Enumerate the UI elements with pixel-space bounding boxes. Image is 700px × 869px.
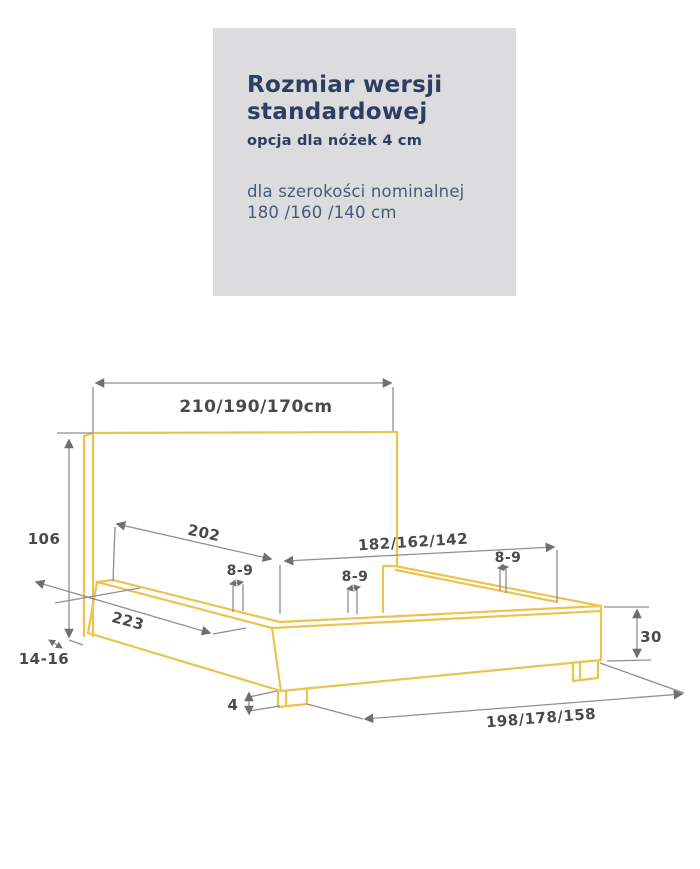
dimension-labels: [19, 397, 662, 731]
ext-line: [69, 640, 83, 645]
info-title-line2: standardowej: [247, 99, 428, 125]
construction-line: [55, 588, 140, 603]
label-inner-length: 182/162/142: [357, 529, 469, 555]
ext-line: [233, 584, 243, 612]
right-leg: [573, 661, 598, 681]
floor-line-left: [307, 704, 363, 719]
left-rail-cap-edge: [97, 580, 113, 582]
frame-bottom-left-edge: [88, 633, 281, 691]
headboard-top-edge: [84, 432, 397, 436]
right-rail-inner-edge: [396, 570, 557, 602]
leader-line: [249, 691, 277, 697]
info-subtitle: opcja dla nóżek 4 cm: [247, 133, 423, 149]
label-slat-gap-3: 8-9: [494, 550, 522, 566]
label-headboard-depth: 14-16: [18, 650, 70, 668]
ext-line: [348, 589, 357, 614]
label-leg-height: 4: [227, 696, 239, 714]
label-mattress-length: 202: [186, 520, 222, 546]
frame-front-corner-edge: [272, 628, 281, 691]
ext-line: [500, 569, 506, 593]
info-body-line2: 180 /160 /140 cm: [247, 203, 397, 222]
label-frame-height: 30: [640, 628, 662, 646]
leader-line: [249, 706, 280, 711]
right-rail-outer-edge: [395, 566, 601, 606]
ext-line: [213, 628, 246, 634]
info-title-line1: Rozmiar wersji: [247, 72, 443, 98]
dim-slat-gap-1: [230, 582, 243, 584]
label-base-length: 198/178/158: [485, 704, 597, 732]
ext-line: [113, 527, 115, 581]
dim-headboard-depth: [49, 640, 62, 648]
label-headboard-height: 106: [27, 530, 61, 548]
floor-line-right: [600, 663, 684, 693]
dim-slat-gap-3: [498, 567, 508, 568]
dim-slat-gap-2: [347, 587, 360, 589]
label-slat-gap-2: 8-9: [341, 569, 369, 585]
info-body-line1: dla szerokości nominalnej: [247, 182, 465, 201]
label-total-length: 223: [109, 608, 147, 634]
frame-bottom-front-edge: [281, 660, 601, 691]
label-slat-gap-1: 8-9: [226, 563, 254, 579]
ext-line: [607, 660, 651, 661]
label-headboard-width: 210/190/170cm: [179, 397, 333, 417]
right-rail-end-edge: [383, 566, 395, 612]
